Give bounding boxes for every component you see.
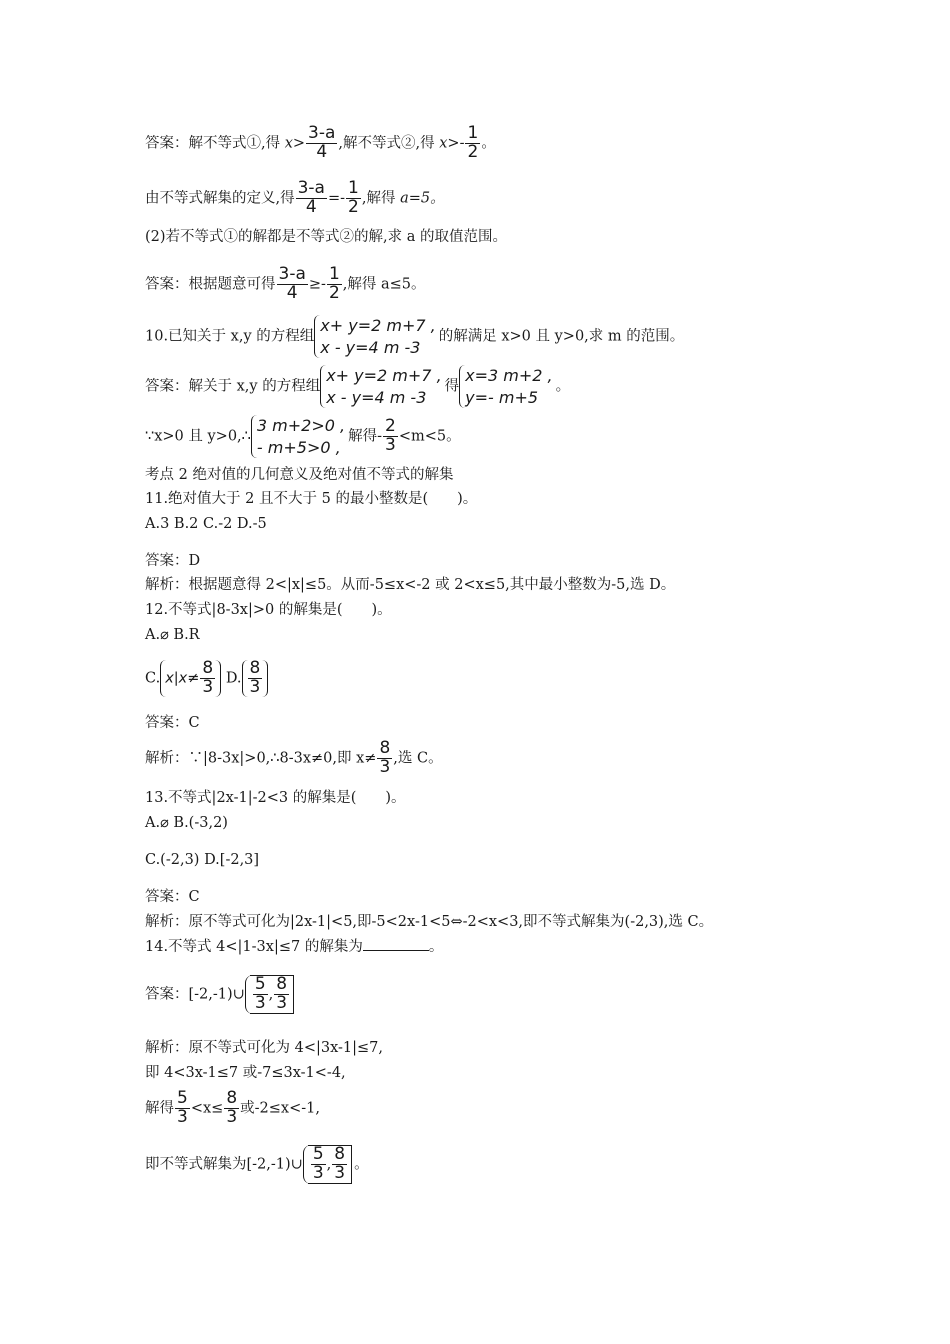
fraction: $\frac{1}{2}$ bbox=[328, 264, 340, 303]
answer-line-1: 答案：解不等式①,得 x> $\frac{3-a}{4}$ ,解不等式②,得 x>- $\frac{1}{2}$ 。 bbox=[145, 123, 496, 162]
fraction: $\frac{8}{3}$ bbox=[379, 738, 391, 777]
equation-system: x=3 m+2 , y=- m+5 bbox=[459, 365, 555, 408]
fraction: $\frac{3-a}{4}$ bbox=[297, 178, 325, 217]
fraction: $\frac{1}{2}$ bbox=[348, 178, 359, 217]
options-13-ab: A.⌀ B.(-3,2) bbox=[145, 815, 228, 831]
fraction: $\frac{1}{2}$ bbox=[467, 123, 479, 162]
answer-12: 答案：C bbox=[145, 715, 200, 731]
text: x>- bbox=[439, 135, 465, 152]
answer-line-2: 由不等式解集的定义,得 $\frac{3-a}{4}$ =- $\frac{1}{2}$ ,解得 a=5。 bbox=[145, 178, 445, 217]
text: x> bbox=[284, 135, 306, 152]
answer-10: 答案：解关于 x,y 的方程组 x+ y=2 m+7 , x - y=4 m -3 得 x=3 m+2 , y=- m+5 。 bbox=[145, 366, 571, 407]
set-notation: $\frac{8}{3}$ bbox=[242, 660, 269, 697]
text: 答案：解不等式①,得 bbox=[145, 135, 285, 152]
options-12-cd: C. x|x≠ $\frac{8}{3}$ D. $\frac{8}{3}$ bbox=[145, 660, 268, 697]
equation-system: x+ y=2 m+7 , x - y=4 m -3 bbox=[314, 315, 438, 358]
options-12-ab: A.⌀ B.R bbox=[145, 627, 200, 643]
explanation-14-line-3: 解得 $\frac{5}{3}$ <x≤ $\frac{8}{3}$ 或-2≤x<-1, bbox=[145, 1088, 320, 1127]
options-11: A.3 B.2 C.-2 D.-5 bbox=[145, 516, 267, 532]
set-notation: x|x≠ $\frac{8}{3}$ bbox=[160, 660, 221, 697]
answer-13: 答案：C bbox=[145, 889, 200, 905]
question-14: 14.不等式 4<|1-3x|≤7 的解集为 。 bbox=[145, 939, 444, 955]
fraction: $\frac{2}{3}$ bbox=[385, 416, 396, 456]
fraction: $\frac{3-a}{4}$ bbox=[278, 264, 306, 303]
question-12: 12.不等式|8-3x|>0 的解集是( )。 bbox=[145, 602, 392, 618]
question-part-2: (2)若不等式①的解都是不等式②的解,求 a 的取值范围。 bbox=[145, 229, 508, 245]
explanation-14-line-2: 即 4<3x-1≤7 或-7≤3x-1<-4, bbox=[145, 1065, 346, 1081]
answer-blank bbox=[363, 950, 429, 951]
text: 由不等式解集的定义,得 bbox=[145, 190, 295, 207]
question-10: 10.已知关于 x,y 的方程组 x+ y=2 m+7 , x - y=4 m -3 的解满足 x>0 且 y>0,求 m 的范围。 bbox=[145, 316, 685, 357]
question-11: 11.绝对值大于 2 且不大于 5 的最小整数是( )。 bbox=[145, 491, 478, 507]
answer-14: 答案：[-2,-1)∪ $\frac{5}{3}$ , $\frac{8}{3}$ bbox=[145, 975, 296, 1014]
answer-11: 答案：D bbox=[145, 553, 201, 569]
explanation-13: 解析：原不等式可化为|2x-1|<5,即-5<2x-1<5⇔-2<x<3,即不等式解集为(-2,3),选 C。 bbox=[145, 914, 714, 930]
fraction: $\frac{3-a}{4}$ bbox=[308, 123, 336, 162]
equation-system: x+ y=2 m+7 , x - y=4 m -3 bbox=[320, 365, 444, 408]
explanation-11: 解析：根据题意得 2<|x|≤5。从而-5≤x<-2 或 2<x≤5,其中最小整数为-5,选 D。 bbox=[145, 577, 676, 593]
explanation-14-line-1: 解析：原不等式可化为 4<|3x-1|≤7, bbox=[145, 1040, 384, 1056]
answer-line-4: 答案：根据题意可得 $\frac{3-a}{4}$ ≥- $\frac{1}{2}$ ,解得 a≤5。 bbox=[145, 264, 426, 303]
text: ,解不等式②,得 bbox=[338, 135, 440, 152]
answer-10-line-2: ∵x>0 且 y>0,∴ 3 m+2>0 , - m+5>0 , 解得- $\frac{2}{3}$ <m<5。 bbox=[145, 416, 461, 457]
inequality-system: 3 m+2>0 , - m+5>0 , bbox=[251, 415, 348, 458]
explanation-12: 解析：∵|8-3x|>0,∴8-3x≠0,即 x≠ $\frac{8}{3}$ ,选 C。 bbox=[145, 738, 443, 777]
section-heading: 考点 2 绝对值的几何意义及绝对值不等式的解集 bbox=[145, 467, 454, 483]
options-13-cd: C.(-2,3) D.[-2,3] bbox=[145, 852, 260, 868]
explanation-14-line-4: 即不等式解集为[-2,-1)∪ $\frac{5}{3}$ , $\frac{8}{3}$ 。 bbox=[145, 1144, 369, 1183]
question-13: 13.不等式|2x-1|-2<3 的解集是( )。 bbox=[145, 790, 406, 806]
